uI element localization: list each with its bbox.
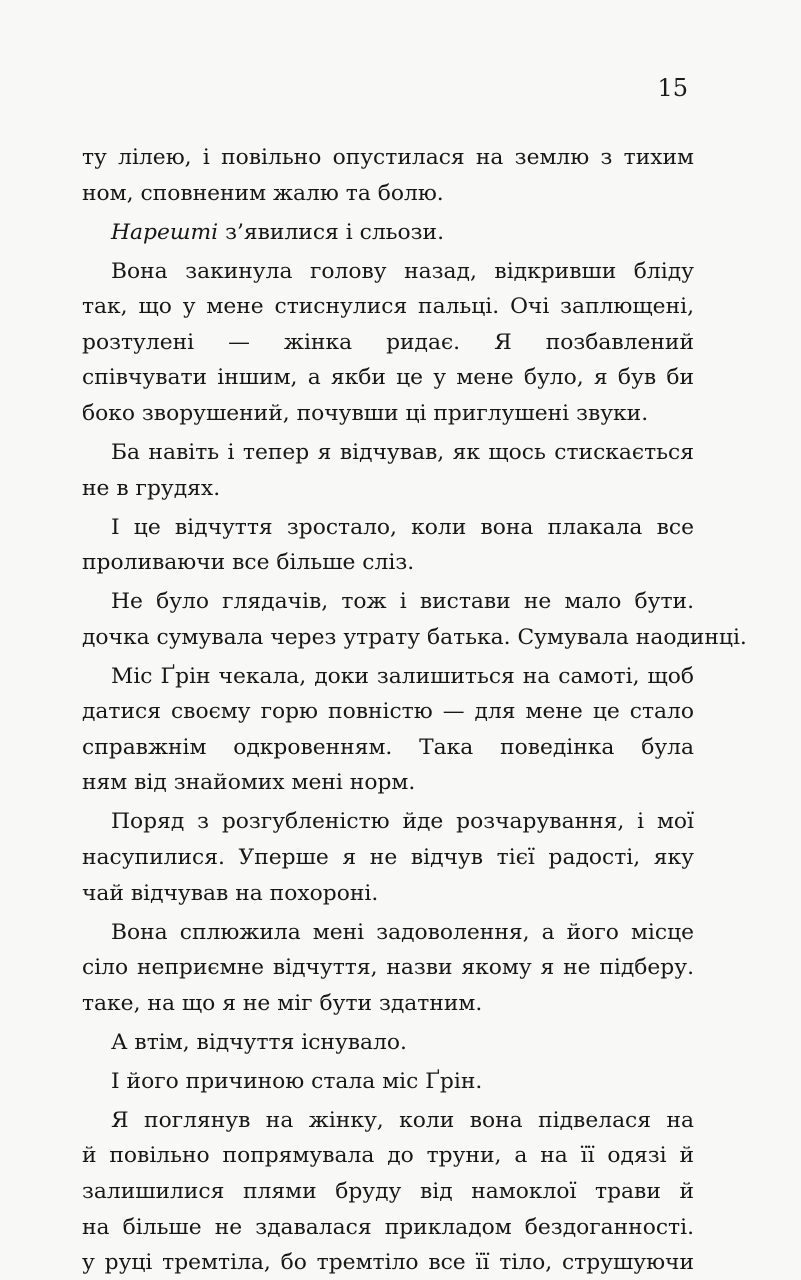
text-line-31: у руці тремтіла, бо тремтіло все її тіло, струшуючи — [82, 1250, 694, 1276]
text-line-22: Вона сплюжила мені задоволення, а його місце — [111, 919, 694, 945]
text-line-3-rest: з’явилися і сльози. — [218, 219, 445, 245]
text-line-5: так, що у мене стиснулися пальці. Очі заплющені, — [82, 294, 694, 320]
text-line-2: ном, сповненим жалю та болю. — [82, 180, 444, 206]
text-line-12: проливаючи все більше сліз. — [82, 550, 415, 576]
text-line-4: Вона закинула голову назад, відкривши бліду — [111, 258, 694, 284]
text-line-8: боко зворушений, почувши ці приглушені звуки. — [82, 400, 649, 426]
text-line-26: І його причиною стала міс Ґрін. — [111, 1068, 483, 1094]
text-line-23: сіло неприємне відчуття, назви якому я не підберу. — [82, 955, 694, 981]
text-line-14: дочка сумувала через утрату батька. Сумувала наодинці. — [82, 624, 747, 650]
text-line-27: Я поглянув на жінку, коли вона підвелася на — [111, 1107, 694, 1133]
text-line-25: А втім, відчуття існувало. — [111, 1029, 407, 1055]
text-line-29: залишилися плями бруду від намоклої трави й — [82, 1178, 694, 1204]
text-line-9: Ба навіть і тепер я відчував, як щось стискається — [111, 439, 694, 465]
text-line-7: співчувати іншим, а якби це у мене було, я був би — [82, 365, 694, 391]
text-line-1: ту лілею, і повільно опустилася на землю з тихим — [82, 145, 694, 170]
body-text — [82, 140, 747, 1280]
emphasis-text: Нарешті — [111, 219, 219, 245]
text-line-30: на більше не здавалася прикладом бездоганності. — [82, 1214, 694, 1240]
text-line-17: справжнім одкровенням. Така поведінка була — [82, 734, 694, 760]
text-line-28: й повільно попрямувала до труни, а на її одязі й — [82, 1143, 694, 1169]
text-line-19: Поряд з розгубленістю йде розчарування, і мої — [111, 809, 694, 835]
text-line-20: насупилися. Уперше я не відчув тієї радості, яку — [82, 845, 694, 871]
text-line-24: таке, на що я не міг бути здатним. — [82, 990, 483, 1016]
page-number: 15 — [657, 74, 688, 102]
text-line-15: Міс Ґрін чекала, доки залишиться на самоті, щоб — [111, 663, 694, 689]
text-line-18: ням від знайомих мені норм. — [82, 770, 416, 796]
text-line-10: не в грудях. — [82, 475, 221, 501]
text-line-13: Не було глядачів, тож і вистави не мало бути. — [111, 589, 694, 615]
text-line-3 — [82, 215, 694, 251]
text-line-11: І це відчуття зростало, коли вона плакала все — [111, 514, 694, 540]
text-line-16: датися своєму горю повністю — для мене це стало — [82, 699, 694, 725]
text-line-21: чай відчував на похороні. — [82, 880, 379, 906]
text-line-6: розтулені — жінка ридає. Я позбавлений — [82, 329, 694, 355]
